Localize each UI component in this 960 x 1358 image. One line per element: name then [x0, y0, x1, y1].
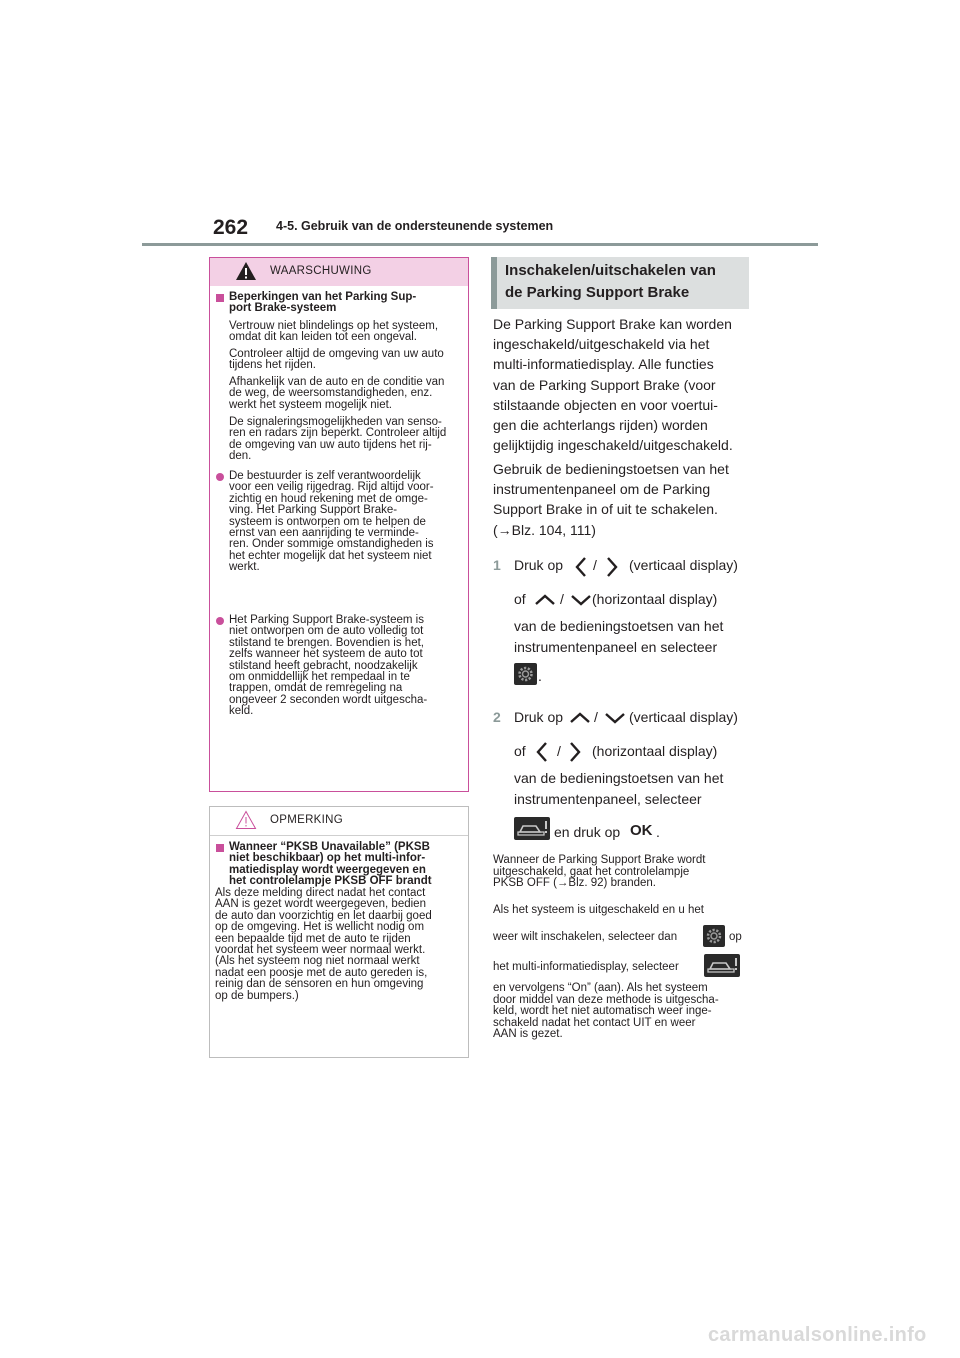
body-line: van de Parking Support Brake (voor [493, 376, 716, 393]
warning-bullet-line: niet ontworpen om de auto volledig tot [229, 625, 424, 638]
small-text-line: schakeld nadat het contact UIT en weer [493, 1016, 696, 1029]
chevron-up-icon [534, 593, 556, 607]
warning-heading-line: port Brake-systeem [229, 302, 337, 315]
warning-bullet-line: om onmiddellijk het rempedaal in te [229, 671, 410, 683]
step-text: (verticaal display) [629, 557, 738, 573]
ok-button-icon: OK [630, 822, 653, 839]
warning-bullet-line: De bestuurder is zelf verantwoordelijk [229, 470, 421, 482]
section-title: 4-5. Gebruik van de ondersteunende systemen [276, 219, 554, 233]
warning-bullet-line: voor een veilig rijgedrag. Rijd altijd voor- [229, 481, 434, 494]
note-header [210, 807, 468, 836]
note-small-2 [493, 905, 763, 1065]
small-text-line: AAN is gezet. [493, 1028, 563, 1041]
small-text-line: Als het systeem is uitgeschakeld en u het [493, 904, 704, 916]
settings-gear-icon [703, 925, 725, 947]
note-text-line: (Als het systeem nog niet normaal werkt [215, 955, 420, 968]
warning-bullet-line: trappen, omdat de remregeling na [229, 682, 403, 695]
warning-header [210, 258, 468, 286]
small-text-line: en vervolgens “On” (aan). Als het systeem [493, 982, 708, 994]
step-text: Druk op [514, 557, 564, 573]
pksb-car-icon [704, 954, 740, 977]
body-line: instrumentenpaneel om de Parking [493, 481, 711, 498]
note-heading-line: het controlelampje PKSB OFF brandt [229, 875, 432, 888]
step-text: of [514, 743, 526, 759]
chevron-right-icon [568, 741, 582, 763]
warning-text-line: Controleer altijd de omgeving van uw auto [229, 348, 444, 360]
note-text-line: op de bumpers.) [215, 989, 299, 1002]
warning-text-line: ren en radars zijn beperkt. Controleer altijd [229, 427, 447, 440]
header-rule [142, 243, 818, 246]
warning-bullet-line: keld. [229, 705, 254, 718]
note-box [209, 806, 469, 1058]
body-line: ingeschakeld/uitgeschakeld via het [493, 336, 710, 353]
note-heading-line: matiedisplay wordt weergegeven en [229, 863, 426, 876]
warning-bullet-line: werkt. [229, 561, 260, 574]
step-number: 2 [493, 709, 501, 725]
warning-text-line: werkt het systeem mogelijk niet. [229, 398, 392, 411]
body-line: gen die achterlangs rijden) worden [493, 417, 708, 433]
warning-bullet-line: stilstand heeft gebracht, noodzakelijk [229, 659, 418, 672]
warning-box [209, 257, 469, 792]
body-line: Support Brake in of uit te schakelen. [493, 501, 718, 518]
step-text: / [593, 557, 597, 573]
small-text-line: keld, wordt het niet automatisch weer inge- [493, 1005, 712, 1018]
note-text-line: op de omgeving. Het is wellicht nodig om [215, 921, 425, 934]
body-line: Gebruik de bedieningstoetsen van het [493, 461, 729, 477]
section-heading [491, 257, 749, 309]
warning-triangle-icon [235, 261, 257, 281]
warning-text-line: tijdens het rijden. [229, 359, 316, 372]
step-text: / [594, 709, 598, 725]
chevron-down-icon [604, 711, 626, 725]
warning-text-line: den. [229, 450, 252, 463]
warning-heading-line: Beperkingen van het Parking Sup- [229, 291, 417, 303]
step-text: / [557, 743, 561, 759]
step-text: . [538, 668, 542, 684]
watermark: carmanualsonline.info [708, 1324, 927, 1346]
warning-bullet-line: ongeveer 2 seconden wordt uitgescha- [229, 693, 428, 706]
warning-text-line: De signaleringsmogelijkheden van senso- [229, 416, 442, 428]
warning-text-line: Afhankelijk van de auto en de conditie van [229, 376, 445, 388]
warning-text-line: Vertrouw niet blindelings op het systeem, [229, 320, 439, 332]
note-text-line: de auto dan voorzichtig en let daarbij goed [215, 909, 432, 922]
step-text: van de bedieningstoetsen van het [514, 770, 724, 786]
bullet-dot-icon [216, 473, 224, 481]
note-text-line: reinig dan de sensoren en hun omgeving [215, 978, 424, 991]
warning-bullet-line: zelfs wanneer het systeem de auto tot [229, 648, 423, 661]
warning-bullet-line: ernst van een aanrijding te verminde- [229, 527, 419, 539]
step-text: . [656, 824, 660, 840]
warning-bullet-line: zichtig en houd rekening met de omge- [229, 492, 428, 505]
chevron-right-icon [605, 556, 619, 578]
note-text-line: Als deze melding direct nadat het contact [215, 887, 426, 899]
small-text-line: weer wilt inschakelen, selecteer dan [493, 931, 678, 943]
section-heading-line: de Parking Support Brake [505, 284, 690, 301]
warning-title: WAARSCHUWING [270, 265, 372, 277]
small-text-line: op [729, 931, 742, 943]
warning-bullet-line: Het Parking Support Brake-systeem is [229, 614, 424, 626]
step-text: (horizontaal display) [592, 591, 718, 607]
step-text: Druk op [514, 709, 564, 725]
warning-bullet-line: systeem is ontworpen om te helpen de [229, 515, 426, 528]
page-reference: (→Blz. 104, 111) [493, 521, 596, 538]
small-text-line: door middel van deze methode is uitgescha- [493, 993, 719, 1006]
chevron-down-icon [570, 593, 592, 607]
note-heading-line: Wanneer “PKSB Unavailable” (PKSB [229, 841, 430, 853]
step-text: of [514, 591, 526, 607]
warning-bullet-line: het echter mogelijk dat het systeem niet [229, 549, 432, 562]
section-heading-line: Inschakelen/uitschakelen van [505, 262, 716, 279]
body-line: gelijktijdig ingeschakeld/uitgeschakeld. [493, 437, 733, 454]
pksb-car-icon [514, 817, 550, 840]
small-text-line: het multi-informatiedisplay, selecteer [493, 961, 679, 973]
step-text: / [560, 591, 564, 607]
note-text-line: voordat het systeem weer normaal werkt. [215, 944, 426, 956]
body-line: stilstaande objecten en voor voertui- [493, 396, 718, 413]
step-text: van de bedieningstoetsen van het [514, 618, 724, 634]
chevron-up-icon [569, 711, 591, 725]
step-text: (verticaal display) [629, 709, 738, 725]
step-text: (horizontaal display) [592, 743, 718, 759]
page-number: 262 [213, 216, 249, 239]
small-text-line: Wanneer de Parking Support Brake wordt [493, 854, 706, 866]
small-text-line: PKSB OFF (→Blz. 92) branden. [493, 877, 656, 890]
warning-bullet-line: stilstand te brengen. Bovendien is het, [229, 636, 424, 649]
note-text-line: nadat een poosje met de auto gereden is, [215, 966, 428, 979]
warning-text-line: de weg, de weersomstandigheden, enz. [229, 387, 433, 400]
bullet-dot-icon [216, 617, 224, 625]
chevron-left-icon [574, 556, 588, 578]
step-text: instrumentenpaneel en selecteer [514, 639, 718, 655]
note-title: OPMERKING [270, 814, 343, 826]
heading-square-icon [216, 294, 224, 302]
body-line: De Parking Support Brake kan worden [493, 316, 732, 332]
caution-triangle-icon [235, 810, 257, 830]
note-text-line: een bepaalde tijd met de auto te rijden [215, 932, 411, 945]
settings-gear-icon [514, 663, 537, 685]
heading-square-icon [216, 844, 224, 852]
warning-text-line: de omgeving van uw auto tijdens het rij- [229, 438, 432, 451]
warning-bullet-line: ving. Het Parking Support Brake- [229, 504, 398, 517]
step-number: 1 [493, 557, 501, 573]
small-text-line: uitgeschakeld, gaat het controlelampje [493, 865, 690, 878]
note-text-line: AAN is gezet wordt weergegeven, bedien [215, 898, 426, 911]
warning-bullet-line: ren. Onder sommige omstandigheden is [229, 538, 434, 551]
body-line: multi-informatiedisplay. Alle functies [493, 356, 714, 373]
step-text: en druk op [554, 824, 621, 840]
warning-text-line: omdat dit kan leiden tot een ongeval. [229, 331, 417, 344]
step-text: instrumentenpaneel, selecteer [514, 791, 702, 807]
note-heading-line: niet beschikbaar) op het multi-infor- [229, 852, 426, 865]
chevron-left-icon [535, 741, 549, 763]
